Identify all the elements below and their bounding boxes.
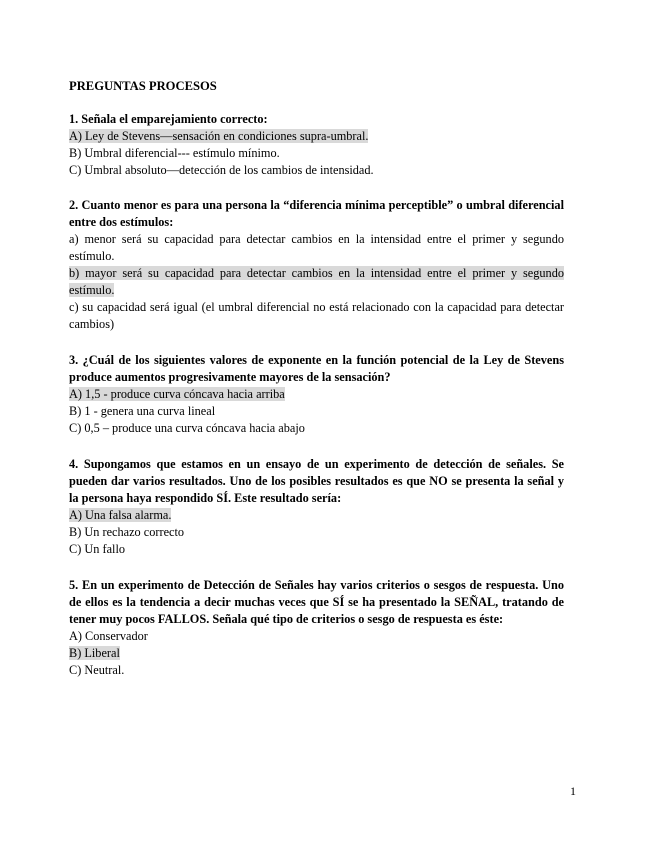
answer-option: C) 0,5 – produce una curva cóncava hacia abajo bbox=[69, 421, 305, 435]
answer-option: C) Un fallo bbox=[69, 542, 126, 556]
question-stem: 5. En un experimento de Detección de Señales hay varios criterios o sesgos de respuesta. Uno de ellos es la tendencia a decir muchas veces que SÍ se ha presentado la SEÑAL, tratando de tener muy pocos FALLOS. Señala qué tipo de criterios o sesgo de respuesta es éste: bbox=[69, 578, 564, 626]
question-4 bbox=[69, 456, 564, 558]
question-3 bbox=[69, 352, 564, 437]
answer-option: a) menor será su capacidad para detectar cambios en la intensidad entre el primer y segundo estímulo. bbox=[69, 232, 564, 263]
question-stem: 4. Supongamos que estamos en un ensayo de un experimento de detección de señales. Se pueden dar varios resultados. Uno de los posibles resultados es que NO se presenta la señal y la persona haya respondido SÍ. Este resultado sería: bbox=[69, 457, 564, 505]
answer-option: C) Neutral. bbox=[69, 663, 125, 677]
page-number: 1 bbox=[570, 784, 576, 798]
answer-option: B) Un rechazo correcto bbox=[69, 525, 185, 539]
answer-option-highlighted: A) Ley de Stevens—sensación en condiciones supra-umbral. bbox=[69, 129, 369, 143]
answer-option-highlighted: B) Liberal bbox=[69, 646, 120, 660]
answer-option: C) Umbral absoluto—detección de los cambios de intensidad. bbox=[69, 163, 374, 177]
answer-option: A) Conservador bbox=[69, 629, 148, 643]
document-title: PREGUNTAS PROCESOS bbox=[69, 79, 217, 93]
answer-option-highlighted: A) 1,5 - produce curva cóncava hacia arriba bbox=[69, 387, 285, 401]
answer-option: B) Umbral diferencial--- estímulo mínimo. bbox=[69, 146, 280, 160]
answer-option-highlighted: A) Una falsa alarma. bbox=[69, 508, 172, 522]
question-stem: 2. Cuanto menor es para una persona la “diferencia mínima perceptible” o umbral diferencial entre dos estímulos: bbox=[69, 198, 564, 229]
answer-option: c) su capacidad será igual (el umbral diferencial no está relacionado con la capacidad para detectar cambios) bbox=[69, 300, 564, 331]
answer-option: B) 1 - genera una curva lineal bbox=[69, 404, 216, 418]
question-stem: 1. Señala el emparejamiento correcto: bbox=[69, 112, 268, 126]
question-5 bbox=[69, 577, 564, 679]
question-2 bbox=[69, 197, 564, 333]
question-stem: 3. ¿Cuál de los siguientes valores de exponente en la función potencial de la Ley de Stevens produce aumentos progresivamente mayores de la sensación? bbox=[69, 353, 564, 384]
answer-option-highlighted: b) mayor será su capacidad para detectar cambios en la intensidad entre el primer y segundo estímulo. bbox=[69, 266, 564, 297]
question-1 bbox=[69, 111, 564, 179]
